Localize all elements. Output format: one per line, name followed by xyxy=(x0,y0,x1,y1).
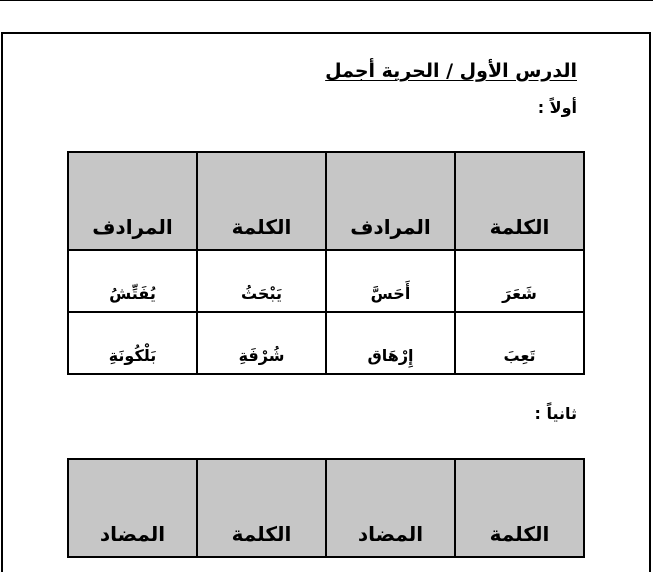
synonym-cell: إِرْهَاق xyxy=(326,312,455,374)
synonym-cell: أَحَسَّ xyxy=(326,250,455,312)
synonym-cell: بَلْكُونَةِ xyxy=(68,312,197,374)
header-word-2: الكلمة xyxy=(197,152,326,250)
word-cell: يَبْحَثُ xyxy=(197,250,326,312)
table-row xyxy=(68,312,584,374)
synonyms-table xyxy=(67,151,585,375)
section-two-heading: ثانياً : xyxy=(534,404,577,423)
word-cell: شُرْفَةِ xyxy=(197,312,326,374)
word-cell: تَعِبَ xyxy=(455,312,584,374)
top-border-line xyxy=(0,0,653,1)
section-one-heading: أولاً : xyxy=(537,98,577,117)
header-synonym-2: المرادف xyxy=(68,152,197,250)
header-antonym-1: المضاد xyxy=(326,459,455,557)
antonyms-table xyxy=(67,458,585,558)
header-word-2: الكلمة xyxy=(197,459,326,557)
header-word-1: الكلمة xyxy=(455,152,584,250)
lesson-title: الدرس الأول / الحرية أجمل xyxy=(325,60,577,82)
table-header-row xyxy=(68,459,584,557)
table-header-row xyxy=(68,152,584,250)
header-antonym-2: المضاد xyxy=(68,459,197,557)
header-word-1: الكلمة xyxy=(455,459,584,557)
header-synonym-1: المرادف xyxy=(326,152,455,250)
table-row xyxy=(68,250,584,312)
word-cell: شَعَرَ xyxy=(455,250,584,312)
synonym-cell: يُفَتِّشُ xyxy=(68,250,197,312)
